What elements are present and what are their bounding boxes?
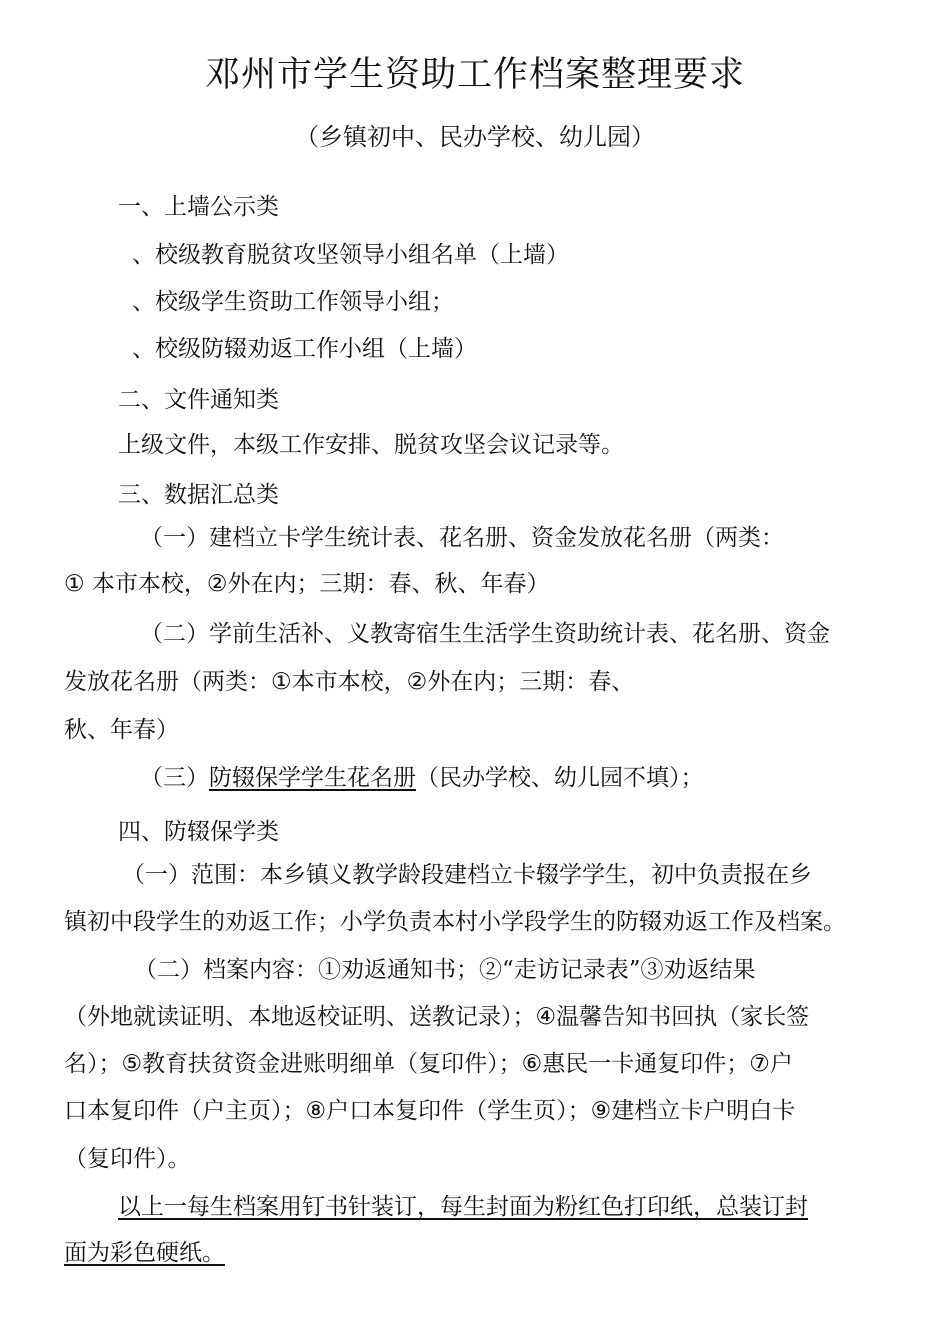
section-1-heading: 一、上墙公示类: [118, 194, 279, 220]
section-2-heading: 二、文件通知类: [118, 387, 279, 413]
paragraph-line: （复印件）。: [64, 1146, 191, 1172]
paragraph-line: [140, 763, 704, 793]
paragraph-line: 镇初中段学生的劝返工作；小学负责本村小学段学生的防辍劝返工作及档案。: [64, 909, 846, 935]
paragraph-line: （二）档案内容：①劝返通知书；②“走访记录表”③劝返结果: [134, 957, 756, 983]
paragraph-line: 名）；⑤教育扶贫资金进账明细单（复印件）；⑥惠民一卡通复印件；⑦户: [64, 1051, 793, 1077]
paragraph-line: （外地就读证明、本地返校证明、送教记录）；④温馨告知书回执（家长签: [64, 1004, 810, 1030]
paragraph-line: （一）建档立卡学生统计表、花名册、资金发放花名册（两类：: [140, 525, 784, 551]
p3-prefix: （三）: [140, 765, 209, 791]
paragraph-line: 发放花名册（两类：①本市本校，②外在内；三期：春、: [64, 669, 635, 695]
section-2-text: 上级文件，本级工作安排、脱贫攻坚会议记录等。: [118, 432, 624, 458]
list-item: 、校级学生资助工作领导小组；: [132, 289, 454, 315]
roster-link-text: 防辍保学学生花名册: [209, 765, 416, 791]
paragraph-line: 口本复印件（户主页）；⑧户口本复印件（学生页）；⑨建档立卡户明白卡: [64, 1098, 796, 1124]
page-title: 邓州市学生资助工作档案整理要求: [204, 55, 745, 95]
paragraph-line: （二）学前生活补、义教寄宿生生活学生资助统计表、花名册、资金: [140, 621, 830, 647]
paragraph-line: 秋、年春）: [64, 717, 179, 743]
paragraph-line: ① 本市本校，②外在内；三期：春、秋、年春）: [64, 571, 550, 597]
footer-note-line: 以上一每生档案用钉书针装订，每生封面为粉红色打印纸，总装订封: [118, 1194, 808, 1220]
list-item: 、校级防辍劝返工作小组（上墙）: [132, 336, 477, 362]
section-3-heading: 三、数据汇总类: [118, 482, 279, 508]
p3-suffix: （民办学校、幼儿园不填）；: [416, 765, 704, 791]
list-item: 、校级教育脱贫攻坚领导小组名单（上墙）: [132, 242, 569, 268]
section-4-heading: 四、防辍保学类: [118, 819, 279, 845]
footer-note-line: 面为彩色硬纸。: [64, 1240, 225, 1266]
paragraph-line: （一）范围：本乡镇义教学龄段建档立卡辍学学生，初中负责报在乡: [122, 862, 812, 888]
page-subtitle: （乡镇初中、民办学校、幼儿园）: [295, 123, 655, 151]
